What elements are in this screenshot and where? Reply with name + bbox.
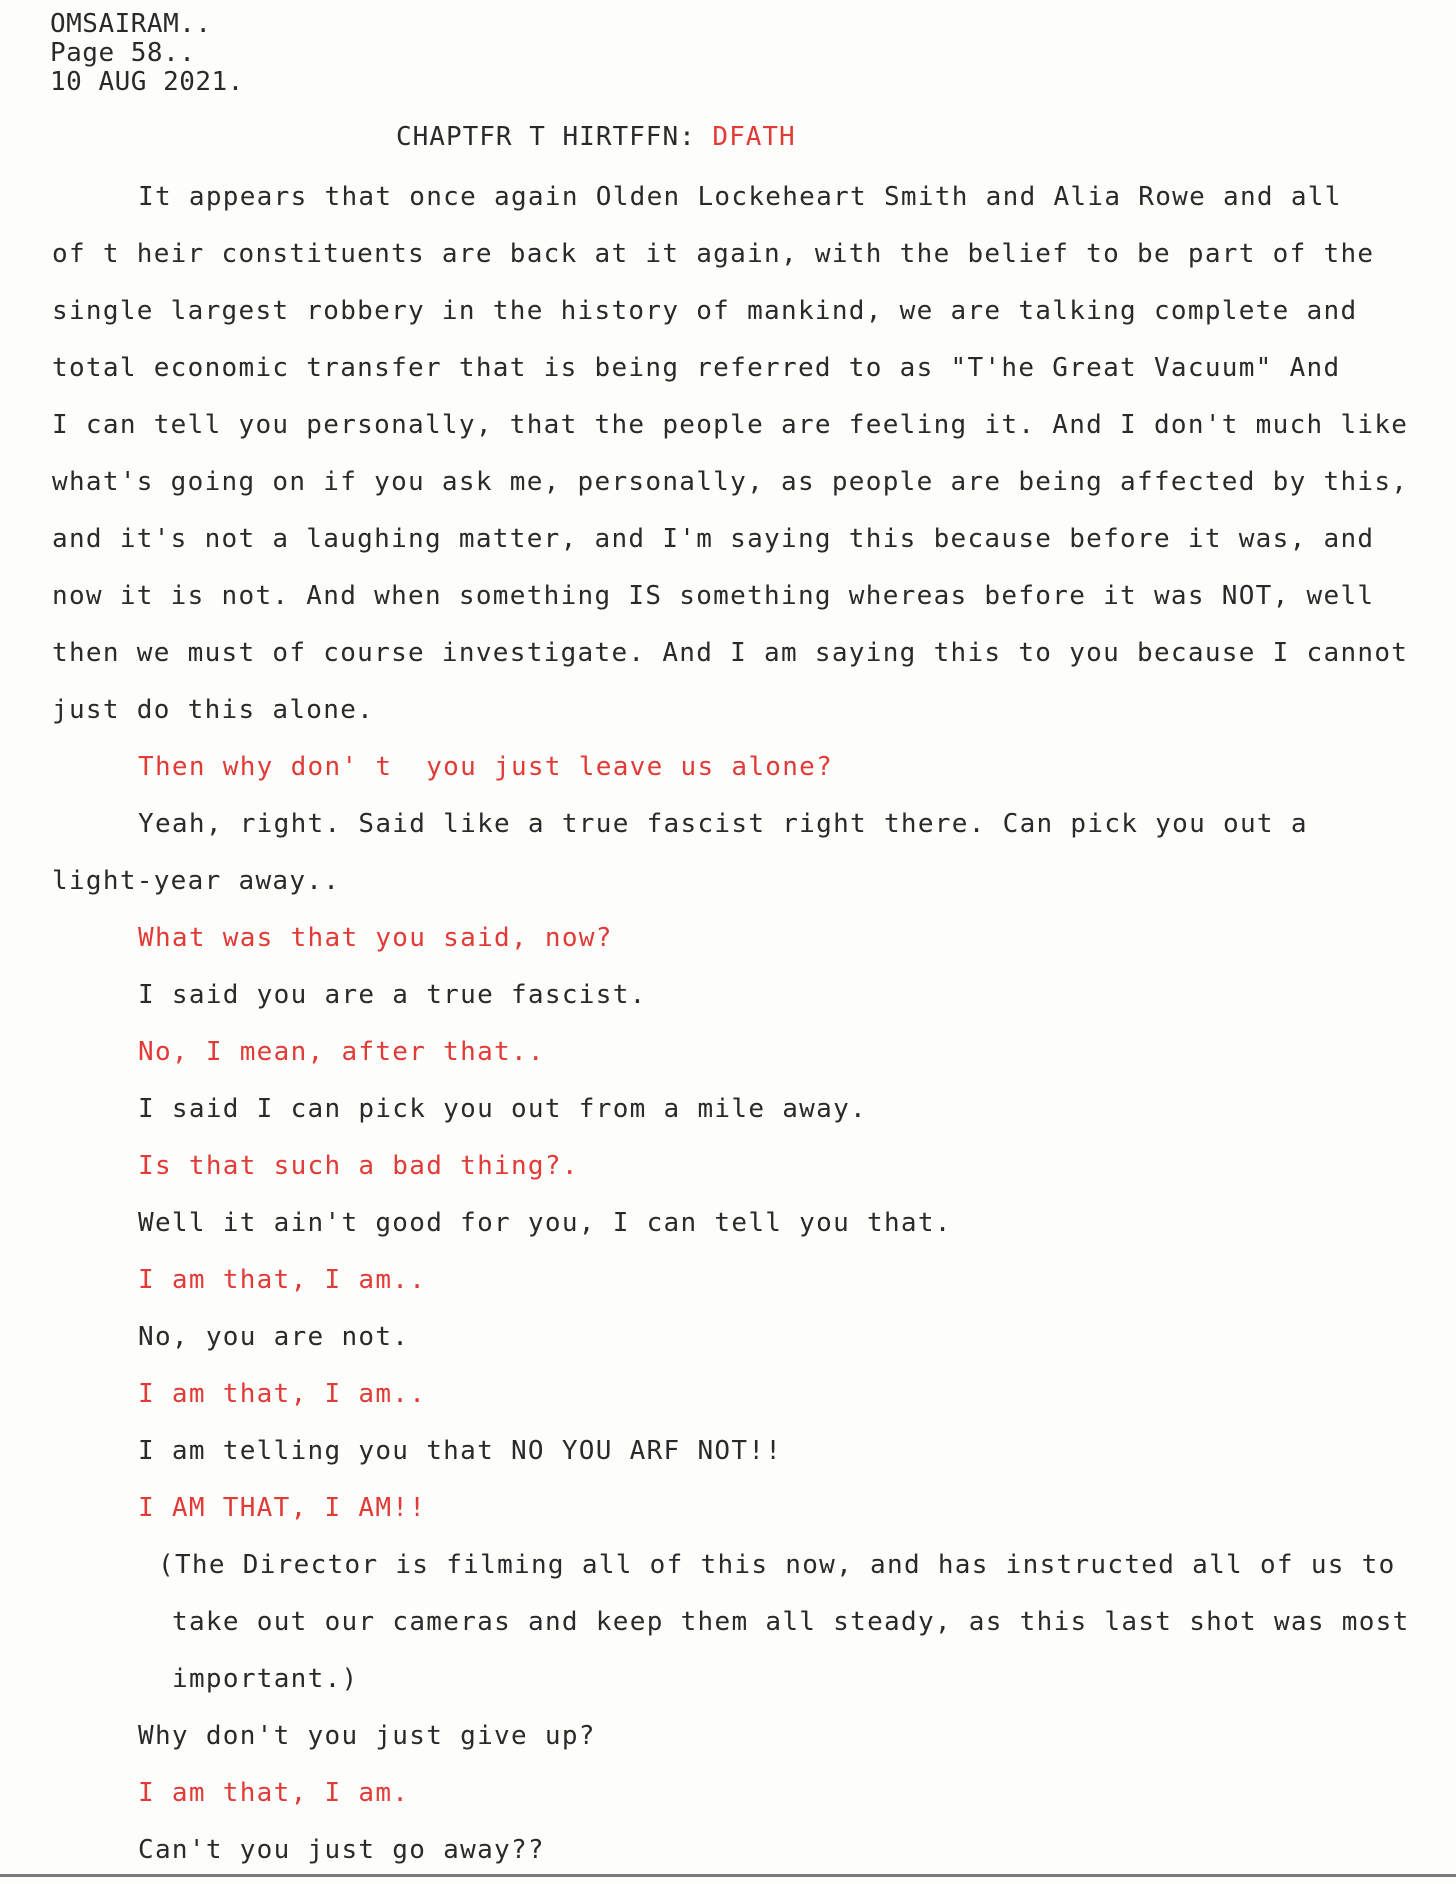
dialogue-line-red: Then why don' t you just leave us alone?	[138, 752, 834, 782]
paragraph-line: total economic transfer that is being referred to as "T'he Great Vacuum" And	[52, 353, 1341, 383]
header-date: 10 AUG 2021.	[50, 67, 244, 97]
dialogue-line: I said I can pick you out from a mile away.	[138, 1094, 867, 1124]
paragraph-line: and it's not a laughing matter, and I'm saying this because before it was, and	[52, 524, 1375, 554]
header-page-number: Page 58..	[50, 38, 196, 68]
dialogue-line-red: I am that, I am.	[138, 1778, 410, 1808]
dialogue-line: Can't you just go away??	[138, 1835, 545, 1865]
page-header	[50, 10, 244, 97]
dialogue-line: No, you are not.	[138, 1322, 410, 1352]
paragraph-line: what's going on if you ask me, personally, as people are being affected by this,	[52, 467, 1409, 497]
chapter-subtitle: DFATH	[712, 122, 796, 152]
page-bottom-rule	[0, 1874, 1456, 1877]
dialogue-line-red: I am that, I am..	[138, 1379, 427, 1409]
dialogue-line: Yeah, right. Said like a true fascist right there. Can pick you out a	[138, 809, 1308, 839]
stage-direction-line: take out our cameras and keep them all steady, as this last shot was most	[172, 1607, 1410, 1637]
header-title: OMSAIRAM..	[50, 9, 212, 39]
dialogue-line-red: Is that such a bad thing?.	[138, 1151, 579, 1181]
dialogue-line: Well it ain't good for you, I can tell you that.	[138, 1208, 952, 1238]
chapter-heading	[396, 122, 796, 152]
dialogue-line-red: I am that, I am..	[138, 1265, 427, 1295]
chapter-title: CHAPTFR T HIRTFFN:	[396, 122, 713, 152]
paragraph-line: single largest robbery in the history of mankind, we are talking complete and	[52, 296, 1358, 326]
paragraph-line: It appears that once again Olden Lockeheart Smith and Alia Rowe and all	[138, 182, 1342, 212]
dialogue-line-red: I AM THAT, I AM!!	[138, 1493, 427, 1523]
dialogue-line: I said you are a true fascist.	[138, 980, 647, 1010]
stage-direction-line: important.)	[172, 1664, 359, 1694]
paragraph-line: just do this alone.	[52, 695, 375, 725]
dialogue-line: I am telling you that NO YOU ARF NOT!!	[138, 1436, 783, 1466]
paragraph-line: of t heir constituents are back at it again, with the belief to be part of the	[52, 239, 1375, 269]
paragraph-line: I can tell you personally, that the people are feeling it. And I don't much like	[52, 410, 1409, 440]
dialogue-line-red: No, I mean, after that..	[138, 1037, 545, 1067]
paragraph-line: then we must of course investigate. And I am saying this to you because I cannot	[52, 638, 1409, 668]
dialogue-line-red: What was that you said, now?	[138, 923, 613, 953]
stage-direction-line: (The Director is filming all of this now, and has instructed all of us to	[158, 1550, 1396, 1580]
dialogue-line: light-year away..	[52, 866, 341, 896]
paragraph-line: now it is not. And when something IS something whereas before it was NOT, well	[52, 581, 1375, 611]
dialogue-line: Why don't you just give up?	[138, 1721, 596, 1751]
